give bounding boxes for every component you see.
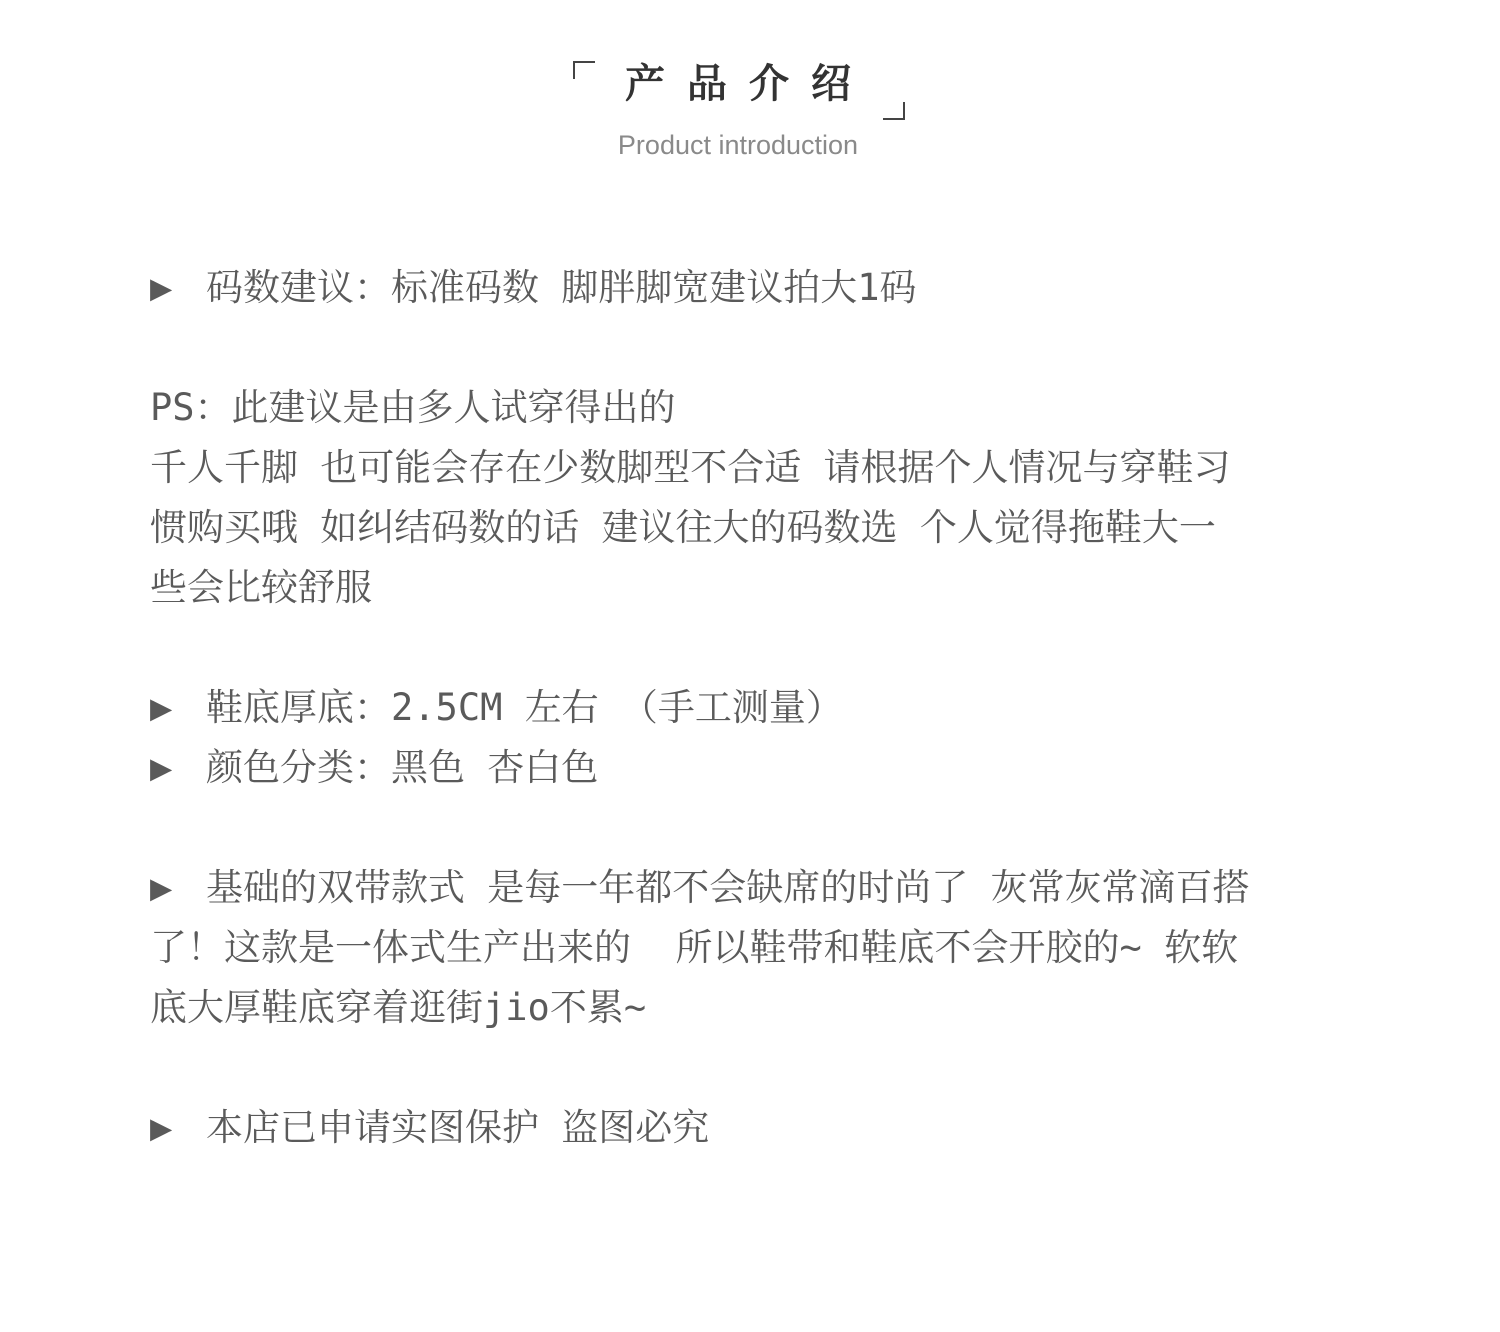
spacer [150, 798, 1360, 858]
spacer [150, 618, 1360, 678]
color-options-item [150, 738, 1360, 798]
triangle-right-icon: ▶ [150, 866, 173, 909]
ps-note-line: 些会比较舒服 [150, 566, 372, 609]
color-options-text: 颜色分类：黑色 杏白色 [206, 746, 599, 789]
sole-thickness-item [150, 678, 1360, 738]
ps-note-line: 千人千脚 也可能会存在少数脚型不合适 请根据个人情况与穿鞋习 [150, 446, 1231, 489]
size-advice-text: 码数建议：标准码数 脚胖脚宽建议拍大1码 [206, 266, 917, 309]
section-subtitle: Product introduction [617, 130, 859, 160]
section-header [0, 0, 1500, 200]
style-description-item [150, 858, 1360, 918]
product-introduction-content [150, 258, 1360, 1158]
triangle-right-icon: ▶ [150, 746, 173, 789]
style-description-line: 底大厚鞋底穿着逛街jio不累~ [150, 986, 647, 1029]
sole-thickness-text: 鞋底厚底：2.5CM 左右 （手工测量） [206, 686, 843, 729]
spacer [150, 318, 1360, 378]
style-description-text: 基础的双带款式 是每一年都不会缺席的时尚了 灰常灰常滴百搭 [206, 866, 1250, 909]
section-title: 产品介绍 [625, 61, 873, 107]
size-advice-item [150, 258, 1360, 318]
ps-note-line: PS：此建议是由多人试穿得出的 [150, 386, 676, 429]
triangle-right-icon: ▶ [150, 1106, 173, 1149]
triangle-right-icon: ▶ [150, 266, 173, 309]
corner-bracket-bottom-right-icon [883, 102, 905, 120]
ps-note-line: 惯购买哦 如纠结码数的话 建议往大的码数选 个人觉得拖鞋大一 [150, 506, 1216, 549]
style-description-line: 了！这款是一体式生产出来的 所以鞋带和鞋底不会开胶的~ 软软 [150, 926, 1239, 969]
copyright-notice-item [150, 1098, 1360, 1158]
copyright-notice-text: 本店已申请实图保护 盗图必究 [206, 1106, 710, 1149]
triangle-right-icon: ▶ [150, 686, 173, 729]
spacer [150, 1038, 1360, 1098]
